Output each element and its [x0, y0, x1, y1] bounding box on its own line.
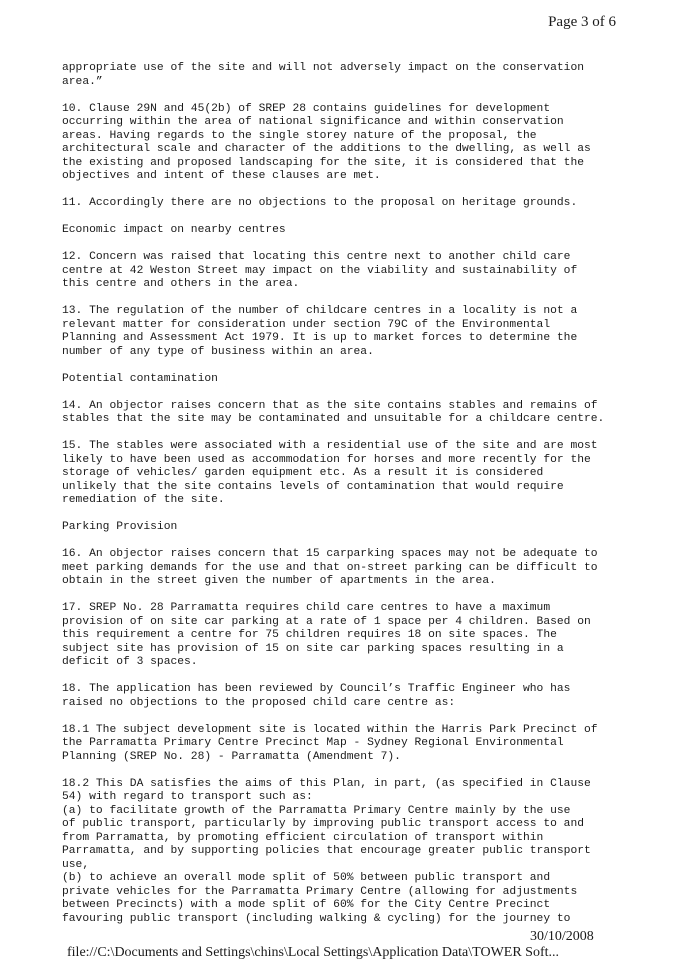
paragraph-16: 16. An objector raises concern that 15 carparking spaces may not be adequate to meet parking demands for the use and that on-street parking can be difficult to obtain in the street given the number of apartments in the area.	[62, 548, 598, 587]
footer-file-path: file://C:\Documents and Settings\chins\Local Settings\Application Data\TOWER Soft...	[67, 945, 560, 960]
paragraph-18: 18. The application has been reviewed by Council’s Traffic Engineer who has raised no objections to the proposed child care centre as:	[62, 683, 571, 709]
heading-economic-impact: Economic impact on nearby centres	[62, 224, 286, 236]
paragraph-11: 11. Accordingly there are no objections to the proposal on heritage grounds.	[62, 197, 578, 209]
paragraph-17: 17. SREP No. 28 Parramatta requires child care centres to have a maximum provision of on site car parking at a rate of 1 space per 4 children. Based on this requirement a centre for 75 children requires 18 on site spaces. The subject site has provision of 15 on site car parking spaces resulting in a deficit of 3 spaces.	[62, 602, 591, 668]
paragraph-14: 14. An objector raises concern that as the site contains stables and remains of stables that the site may be contaminated and unsuitable for a childcare centre.	[62, 399, 605, 425]
document-body	[62, 62, 610, 940]
heading-potential-contamination: Potential contamination	[62, 372, 218, 385]
page-footer	[60, 929, 594, 977]
paragraph-18-1: 18.1 The subject development site is located within the Harris Park Precinct of the Parramatta Primary Centre Precinct Map - Sydney Regional Environmental Planning (SREP No. 28) - Parramatta (Amendment 7).	[62, 723, 598, 763]
paragraph-continuation: appropriate use of the site and will not adversely impact on the conservation area.”	[62, 62, 585, 88]
paragraph-15: 15. The stables were associated with a residential use of the site and are most likely to have been used as accommodation for horses and more recently for the storage of vehicles/ garden equipment etc. As a result it is considered unlikely that the site contains levels of contamination that would require remediation of the site.	[62, 440, 598, 506]
paragraph-10: 10. Clause 29N and 45(2b) of SREP 28 contains guidelines for development occurring within the area of national significance and within conservation areas. Having regards to the single storey nature of the proposal, the architectural scale and character of the additions to the dwelling, as well as the existing and proposed landscaping for the site, it is considered that the objectives and intent of these clauses are met.	[62, 102, 591, 182]
paragraph-12: 12. Concern was raised that locating this centre next to another child care centre at 42 Weston Street may impact on the viability and sustainability of this centre and others in the area.	[62, 251, 578, 290]
paragraph-18-2: 18.2 This DA satisfies the aims of this Plan, in part, (as specified in Clause 54) with regard to transport such as: (a) to facilitate growth of the Parramatta Primary Centre mainly by the use of public transport, particularly by improving public transport access to and from Parramatta, by promoting efficient circulation of transport within Parramatta, and by supporting policies that encourage greater public transport use, (b) to achieve an overall mode split of 50% between public transport and private vehicles for the Parramatta Primary Centre (allowing for adjustments between Precincts) with a mode split of 60% for the City Centre Precinct favouring public transport (including walking & cycling) for the journey to	[62, 777, 591, 925]
page-number: Page 3 of 6	[548, 14, 616, 30]
paragraph-13: 13. The regulation of the number of childcare centres in a locality is not a relevant matter for consideration under section 79C of the Environmental Planning and Assessment Act 1979. It is up to market forces to determine the number of any type of business within an area.	[62, 305, 578, 358]
footer-date: 30/10/2008	[530, 929, 594, 944]
heading-parking-provision: Parking Provision	[62, 521, 178, 533]
